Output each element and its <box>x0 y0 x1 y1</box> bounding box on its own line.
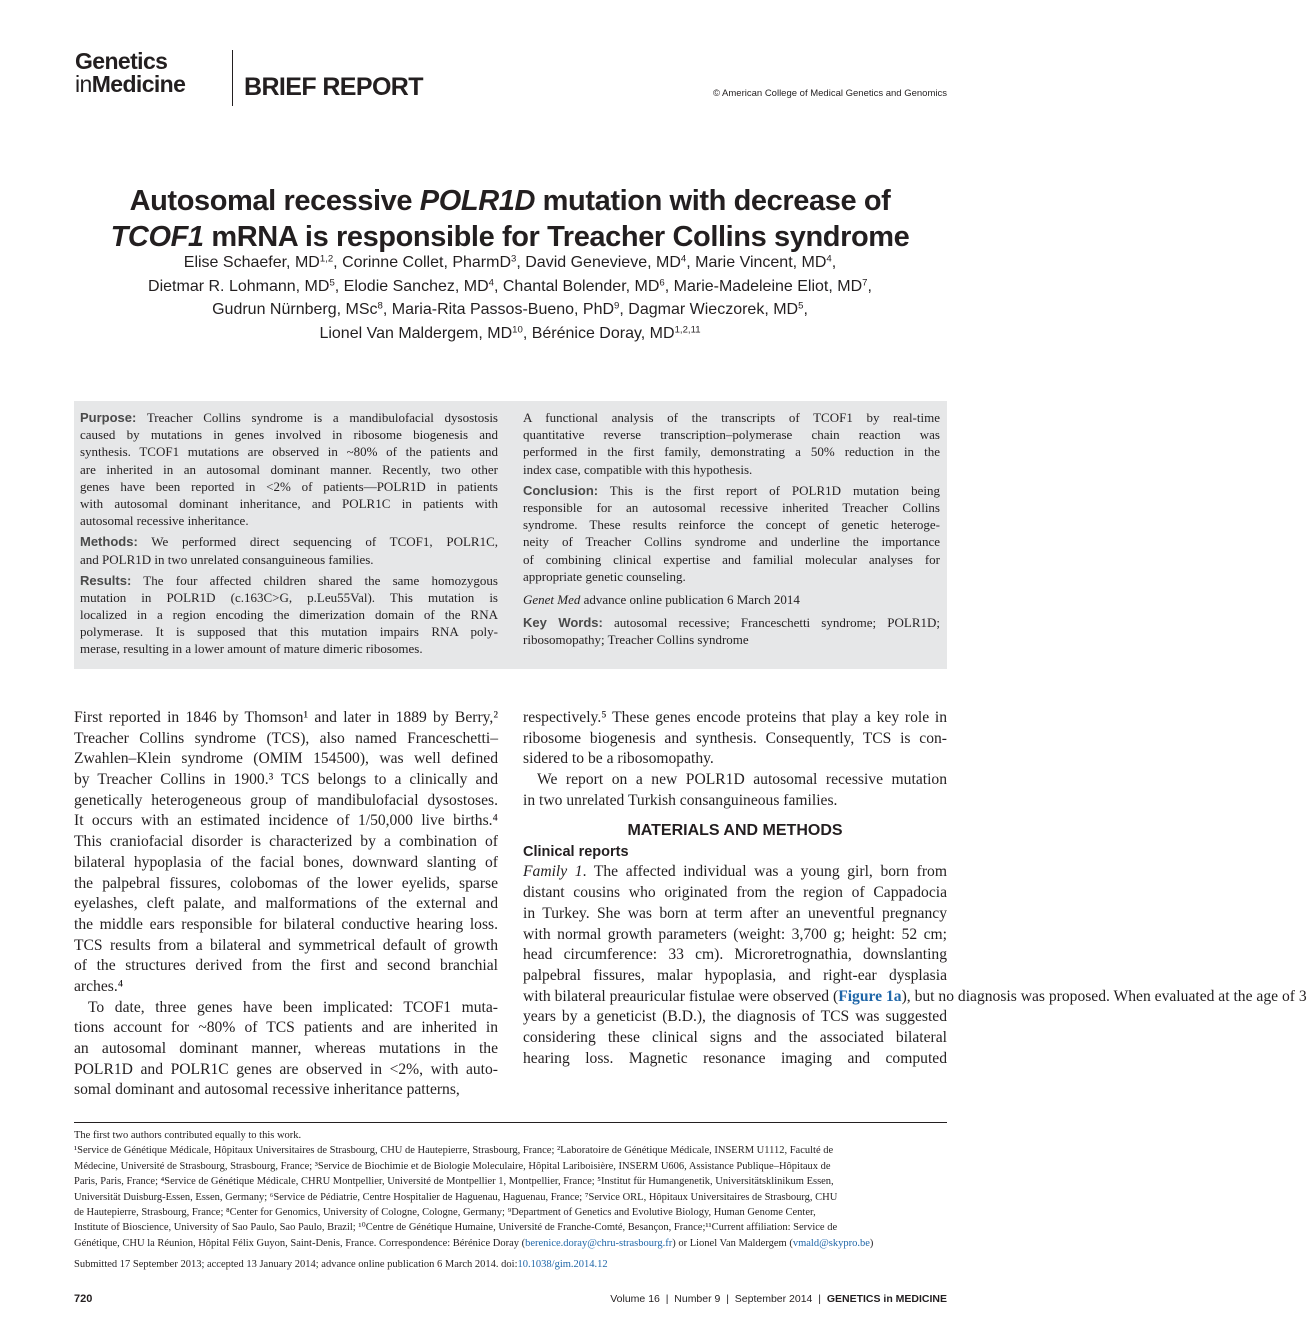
author-affiliation-ref: 4 <box>826 253 832 265</box>
body-line: genetically heterogeneous group of mandibulofacial dysostoses. <box>74 791 498 809</box>
logo-medicine: Medicine <box>91 71 186 97</box>
logo-in: in <box>75 71 92 97</box>
body-line: in two unrelated Turkish consanguineous families. <box>523 791 838 809</box>
author-name: Gudrun Nürnberg, MSc <box>212 301 378 318</box>
body-line: POLR1D and POLR1C genes are observed in <2%, with auto- <box>74 1060 498 1078</box>
author-name: , Marie-Madeleine Eliot, MD <box>664 277 863 295</box>
title-gene-tcof1: TCOF1 <box>110 221 204 253</box>
body-text: . The affected individual was a young girl, born from <box>582 863 947 881</box>
logo-genetics: Genetics <box>75 48 168 74</box>
abstract-line <box>80 572 498 589</box>
author-affiliation-ref: 1,2 <box>319 253 334 265</box>
author-name: , <box>867 277 872 295</box>
body-right-column <box>523 708 1307 1069</box>
abstract-left-column <box>80 409 498 658</box>
results-label: Results: <box>80 572 132 588</box>
correspondence-text: Génétique, CHU la Réunion, Hôpital Félix Guyon, Saint-Denis, France. Correspondence: Bérénice Doray ( <box>74 1237 526 1249</box>
journal-logo <box>75 50 225 96</box>
author-affiliation-ref: 4 <box>680 253 687 265</box>
footnote-line: The first two authors contributed equally to this work. <box>74 1130 302 1141</box>
methods-label: Methods: <box>80 534 138 550</box>
header-divider <box>232 50 233 106</box>
body-line: the middle ears responsible for bilateral conductive hearing loss. <box>74 915 498 933</box>
abstract-line: polymerase. It is supposed that this mutation impairs RNA poly- <box>80 624 498 640</box>
page-number: 720 <box>74 1293 93 1305</box>
body-line: This craniofacial disorder is characterized by a combination of <box>74 833 498 851</box>
section-heading: MATERIALS AND METHODS <box>627 822 843 840</box>
author-name: , Elodie Sanchez, MD <box>334 277 489 295</box>
abstract-line: with autosomal dominant inheritance, and POLR1C in patients with <box>80 495 498 511</box>
body-line: distant cousins who originated from the region of Cappadocia <box>523 884 947 902</box>
author-name: , Dagmar Wieczorek, MD <box>619 301 799 318</box>
abstract-line: A functional analysis of the transcripts of TCOF1 by real-time <box>523 410 940 425</box>
body-line: head circumference: 33 cm). Microretrognathia, downslanting <box>523 946 947 964</box>
author-name: , Marie Vincent, MD <box>686 254 827 271</box>
author-affiliation-ref: 5 <box>798 300 804 312</box>
figure-1a-link[interactable]: Figure 1a <box>838 987 902 1005</box>
author-line <box>60 298 960 322</box>
abstract-right-column <box>523 409 940 648</box>
footnote-line: Universität Duisburg-Essen, Essen, Germany; ⁶Service de Pédiatrie, Centre Hospitalier de Haguenau, Haguenau, France; ⁷Service ORL, Hôpitaux Universitaires de Strasbourg, CHU <box>74 1191 838 1203</box>
author-affiliation-ref: 10 <box>512 324 523 336</box>
abstract-line: caused by mutations in genes involved in ribosome biogenesis and <box>80 427 498 443</box>
author-name: Lionel Van Maldergem, MD <box>319 324 513 342</box>
title-text: mRNA is responsible for Treacher Collins syndrome <box>203 221 910 253</box>
conclusion-label: Conclusion: <box>523 482 599 498</box>
subsection-heading: Clinical reports <box>523 844 629 861</box>
body-line <box>523 987 1307 1008</box>
body-line: by Treacher Collins in 1900.³ TCS belongs to a clinically and <box>74 771 498 789</box>
body-line: First reported in 1846 by Thomson¹ and later in 1889 by Berry,² <box>74 709 498 726</box>
doi-link[interactable]: 10.1038/gim.2014.12 <box>517 1259 608 1270</box>
body-line: palpebral fissures, malar hypoplasia, and right-ear dysplasia <box>523 966 947 984</box>
abstract-line <box>523 614 940 631</box>
purpose-label: Purpose: <box>80 410 137 425</box>
author-affiliation-ref: 1,2,11 <box>674 324 701 336</box>
footnote-line: Institute of Bioscience, University of Sao Paulo, Sao Paulo, Brazil; ¹⁰Centre de Génétique Humaine, Université de Franche-Comté, Besançon, France;¹¹Current affiliation: Service de <box>74 1222 838 1234</box>
author-name: Elise Schaefer, MD <box>183 254 320 271</box>
body-line: It occurs with an estimated incidence of 1/50,000 live births.⁴ <box>74 812 498 830</box>
abstract-line <box>80 409 498 426</box>
body-line: of the structures derived from the first and second branchial <box>74 957 498 975</box>
body-line: bilateral hypoplasia of the facial bones, downward slanting of <box>74 853 498 871</box>
abstract-line: autosomal recessive inheritance. <box>80 513 249 529</box>
author-affiliation-ref: 3 <box>511 253 517 265</box>
body-line: To date, three genes have been implicated: TCOF1 muta- <box>88 998 498 1016</box>
abstract-box <box>74 401 947 669</box>
author-name: , Chantal Bolender, MD <box>493 277 660 295</box>
body-line: somal dominant and autosomal recessive inheritance patterns, <box>74 1081 460 1099</box>
abstract-line: of combining clinical expertise and familial molecular analyses for <box>523 551 940 567</box>
abstract-line: neity of Treacher Collins syndrome and underline the importance <box>523 534 940 550</box>
body-line: TCS results from a bilateral and symmetrical default of growth <box>74 936 498 954</box>
email-link-doray[interactable]: berenice.doray@chru-strasbourg.fr <box>525 1237 673 1249</box>
footnote-rule <box>74 1122 947 1123</box>
body-line: an autosomal dominant manner, whereas mutations in the <box>74 1040 498 1057</box>
title-gene-polr1d: POLR1D <box>419 185 536 217</box>
abstract-line <box>80 533 498 550</box>
abstract-line: synthesis. TCOF1 mutations are observed in ~80% of the patients and <box>80 444 498 460</box>
author-name: , Corinne Collet, PharmD <box>333 254 512 271</box>
abstract-line <box>523 482 940 499</box>
abstract-line: localized in a region encoding the dimerization domain of the RNA <box>80 607 498 623</box>
body-line: the palpebral fissures, colobomas of the lower eyelids, sparse <box>74 874 498 892</box>
abstract-text: This is the first report of POLR1D mutation being <box>598 482 940 498</box>
title-text: mutation with decrease of <box>535 185 891 217</box>
author-name: , Bérénice Doray, MD <box>522 324 675 342</box>
author-list <box>60 251 960 345</box>
body-text: ), but no diagnosis was proposed. When evaluated at the age of 3 <box>901 987 1307 1005</box>
abstract-text: advance online publication 6 March 2014 <box>580 591 800 607</box>
abstract-line: genes have been reported in <2% of patients—POLR1D in patients <box>80 478 498 494</box>
volume-info: Volume 16 | Number 9 | September 2014 | <box>610 1293 827 1305</box>
body-line: eyelashes, cleft palate, and malformations of the external and <box>74 895 498 913</box>
body-line: tions account for ~80% of TCS patients and are inherited in <box>74 1019 498 1037</box>
body-line: years by a geneticist (B.D.), the diagnosis of TCS was suggested <box>523 1008 947 1026</box>
abstract-text: autosomal recessive; Franceschetti syndrome; POLR1D; <box>602 615 940 631</box>
email-link-van-maldergem[interactable]: vmald@skypro.be <box>792 1237 870 1249</box>
body-line: in Turkey. She was born at term after an uneventful pregnancy <box>523 904 947 922</box>
footnote-line: Paris, Paris, France; ⁴Service de Génétique Médicale, CHRU Montpellier, Université de Montpellier 1, Montpellier, France; ⁵Institut für Humangenetik, Universitätsklinikum Essen, <box>74 1176 834 1188</box>
author-line <box>60 322 960 346</box>
footnote-line: ¹Service de Génétique Médicale, Hôpitaux Universitaires de Strasbourg, CHU de Hautepierre, Strasbourg, France; ²Laboratoire de Génétique Médicale, INSERM U1112, Faculté de <box>74 1145 834 1157</box>
abstract-line: index case, compatible with this hypothesis. <box>523 461 753 477</box>
title-text: Autosomal recessive <box>129 185 420 217</box>
body-line: ribosome biogenesis and synthesis. Consequently, TCS is con- <box>523 729 947 747</box>
body-line: arches.⁴ <box>74 977 124 995</box>
author-affiliation-ref: 6 <box>659 277 665 289</box>
family-label: Family 1 <box>523 863 583 881</box>
correspondence-text: ) <box>869 1237 874 1249</box>
report-type: BRIEF REPORT <box>244 73 423 101</box>
body-line: hearing loss. Magnetic resonance imaging and computed <box>523 1049 947 1067</box>
abstract-line: are inherited in an autosomal dominant manner. Recently, two other <box>80 461 498 477</box>
body-line: Treacher Collins syndrome (TCS), also named Franceschetti– <box>74 729 498 747</box>
submission-text: Submitted 17 September 2013; accepted 13 January 2014; advance online publication 6 March 2014. doi: <box>74 1259 518 1270</box>
footnote-line: de Hautepierre, Strasbourg, France; ⁸Center for Genomics, University of Cologne, Cologne, Germany; ⁹Department of Genetics and Evolutive Biology, Human Genome Center, <box>74 1206 816 1218</box>
body-line: considering these clinical signs and the associated bilateral <box>523 1028 947 1046</box>
author-name: , David Genevieve, MD <box>516 254 681 271</box>
abstract-line: performed in the first family, demonstrating a 50% reduction in the <box>523 444 940 460</box>
body-text: with bilateral preauricular fistulae were observed ( <box>523 987 839 1005</box>
abstract-line: appropriate genetic counseling. <box>523 568 686 584</box>
body-line <box>523 862 947 883</box>
author-name: , <box>831 254 837 271</box>
author-line <box>60 275 960 299</box>
footer-journal-name: GENETICS in MEDICINE <box>826 1293 947 1305</box>
author-name: Dietmar R. Lohmann, MD <box>148 277 330 295</box>
body-line: sidered to be a ribosomopathy. <box>523 750 714 768</box>
footnote-line: Médecine, Université de Strasbourg, Strasbourg, France; ³Service de Biochimie et de Biologie Moleculaire, Hôpital Lariboisière, INSERM U606, Assistance Publique–Hôpitaux de <box>74 1160 831 1172</box>
body-line: with normal growth parameters (weight: 3,700 g; height: 52 cm; <box>523 925 947 943</box>
abstract-text: The four affected children shared the same homozygous <box>131 572 498 588</box>
author-affiliation-ref: 5 <box>329 277 335 289</box>
body-line: respectively.⁵ These genes encode proteins that play a key role in <box>523 709 947 726</box>
publication-note <box>523 591 940 608</box>
body-left-column <box>74 708 498 1101</box>
author-affiliation-ref: 8 <box>377 300 383 312</box>
abstract-line: ribosomopathy; Treacher Collins syndrome <box>523 632 749 648</box>
body-line: We report on a new POLR1D autosomal recessive mutation <box>537 771 947 789</box>
correspondence-line <box>74 1236 947 1251</box>
body-line: Zwahlen–Klein syndrome (OMIM 154500), was well defined <box>74 750 498 768</box>
abstract-line: mutation in POLR1D (c.163C>G, p.Leu55Val). This mutation is <box>80 589 498 605</box>
abstract-line: responsible for an autosomal recessive inherited Treacher Collins <box>523 499 940 515</box>
footnotes <box>74 1128 947 1251</box>
keywords-label: Key Words: <box>523 615 603 631</box>
author-affiliation-ref: 9 <box>614 300 620 312</box>
footer-info <box>610 1292 947 1306</box>
abstract-line: quantitative reverse transcription–polymerase chain reaction was <box>523 427 940 443</box>
abstract-line: merase, resulting in a lower amount of mature dimeric ribosomes. <box>80 641 423 657</box>
genet-med: Genet Med <box>523 591 581 607</box>
abstract-line: syndrome. These results reinforce the concept of genetic heteroge- <box>523 517 940 533</box>
abstract-line: and POLR1D in two unrelated consanguineous families. <box>80 551 374 567</box>
article-title <box>60 183 960 255</box>
title-line-1 <box>60 183 960 219</box>
submission-dates <box>74 1258 608 1272</box>
author-name: , Maria-Rita Passos-Bueno, PhD <box>382 301 615 318</box>
logo-in-medicine <box>75 72 225 96</box>
abstract-text: We performed direct sequencing of TCOF1, POLR1C, <box>137 534 498 550</box>
title-line-2 <box>60 219 960 255</box>
copyright-notice: © American College of Medical Genetics and Genomics <box>712 88 947 99</box>
author-affiliation-ref: 4 <box>488 277 494 289</box>
abstract-text: Treacher Collins syndrome is a mandibulofacial dysostosis <box>136 410 498 425</box>
author-affiliation-ref: 7 <box>862 277 868 289</box>
author-line <box>60 251 960 275</box>
author-name: , <box>803 301 808 318</box>
correspondence-text: ) or Lionel Van Maldergem ( <box>672 1237 793 1249</box>
